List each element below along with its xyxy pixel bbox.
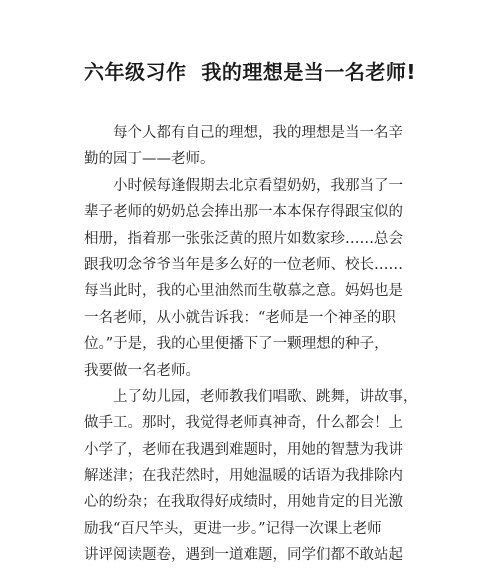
essay-line: 辈子老师的奶奶总会捧出那一本本保存得跟宝似的	[84, 204, 403, 221]
essay-title: 六年级习作 我的理想是当一名老师!	[83, 60, 417, 84]
essay-line: 相册，指着那一张张泛黄的照片如数家珍……总会	[84, 230, 403, 247]
essay-line: 心的纷杂；在我取得好成绩时，用她肯定的目光激	[84, 494, 403, 511]
essay-line: 一名老师，从小就告诉我：“老师是一个神圣的职	[84, 309, 396, 326]
essay-line: 励我“百尺竿头，更进一步。”记得一次课上老师	[84, 520, 382, 537]
essay-line: 每当此时，我的心里油然而生敬慕之意。妈妈也是	[84, 283, 403, 300]
essay-line: 小时候每逢假期去北京看望奶奶，我那当了一	[113, 177, 403, 194]
essay-body	[84, 120, 420, 569]
essay-line: 讲评阅读题卷，遇到一道难题，同学们都不敢站起	[84, 547, 403, 564]
essay-line: 解迷津；在我茫然时，用她温暖的话语为我排除内	[84, 468, 403, 485]
essay-line: 勤的园丁——老师。	[84, 151, 215, 168]
essay-line: 上了幼儿园，老师教我们唱歌、跳舞，讲故事，	[113, 388, 418, 405]
essay-line: 位。”于是，我的心里便播下了一颗理想的种子，	[84, 336, 389, 353]
essay-line: 小学了，老师在我遇到难题时，用她的智慧为我讲	[84, 441, 403, 458]
essay-line: 我要做一名老师。	[84, 362, 200, 379]
essay-line: 跟我叨念爷爷当年是多么好的一位老师、校长……	[84, 256, 403, 273]
essay-line: 每个人都有自己的理想，我的理想是当一名辛	[113, 125, 403, 141]
essay-line: 做手工。那时，我觉得老师真神奇，什么都会！上	[84, 415, 403, 432]
